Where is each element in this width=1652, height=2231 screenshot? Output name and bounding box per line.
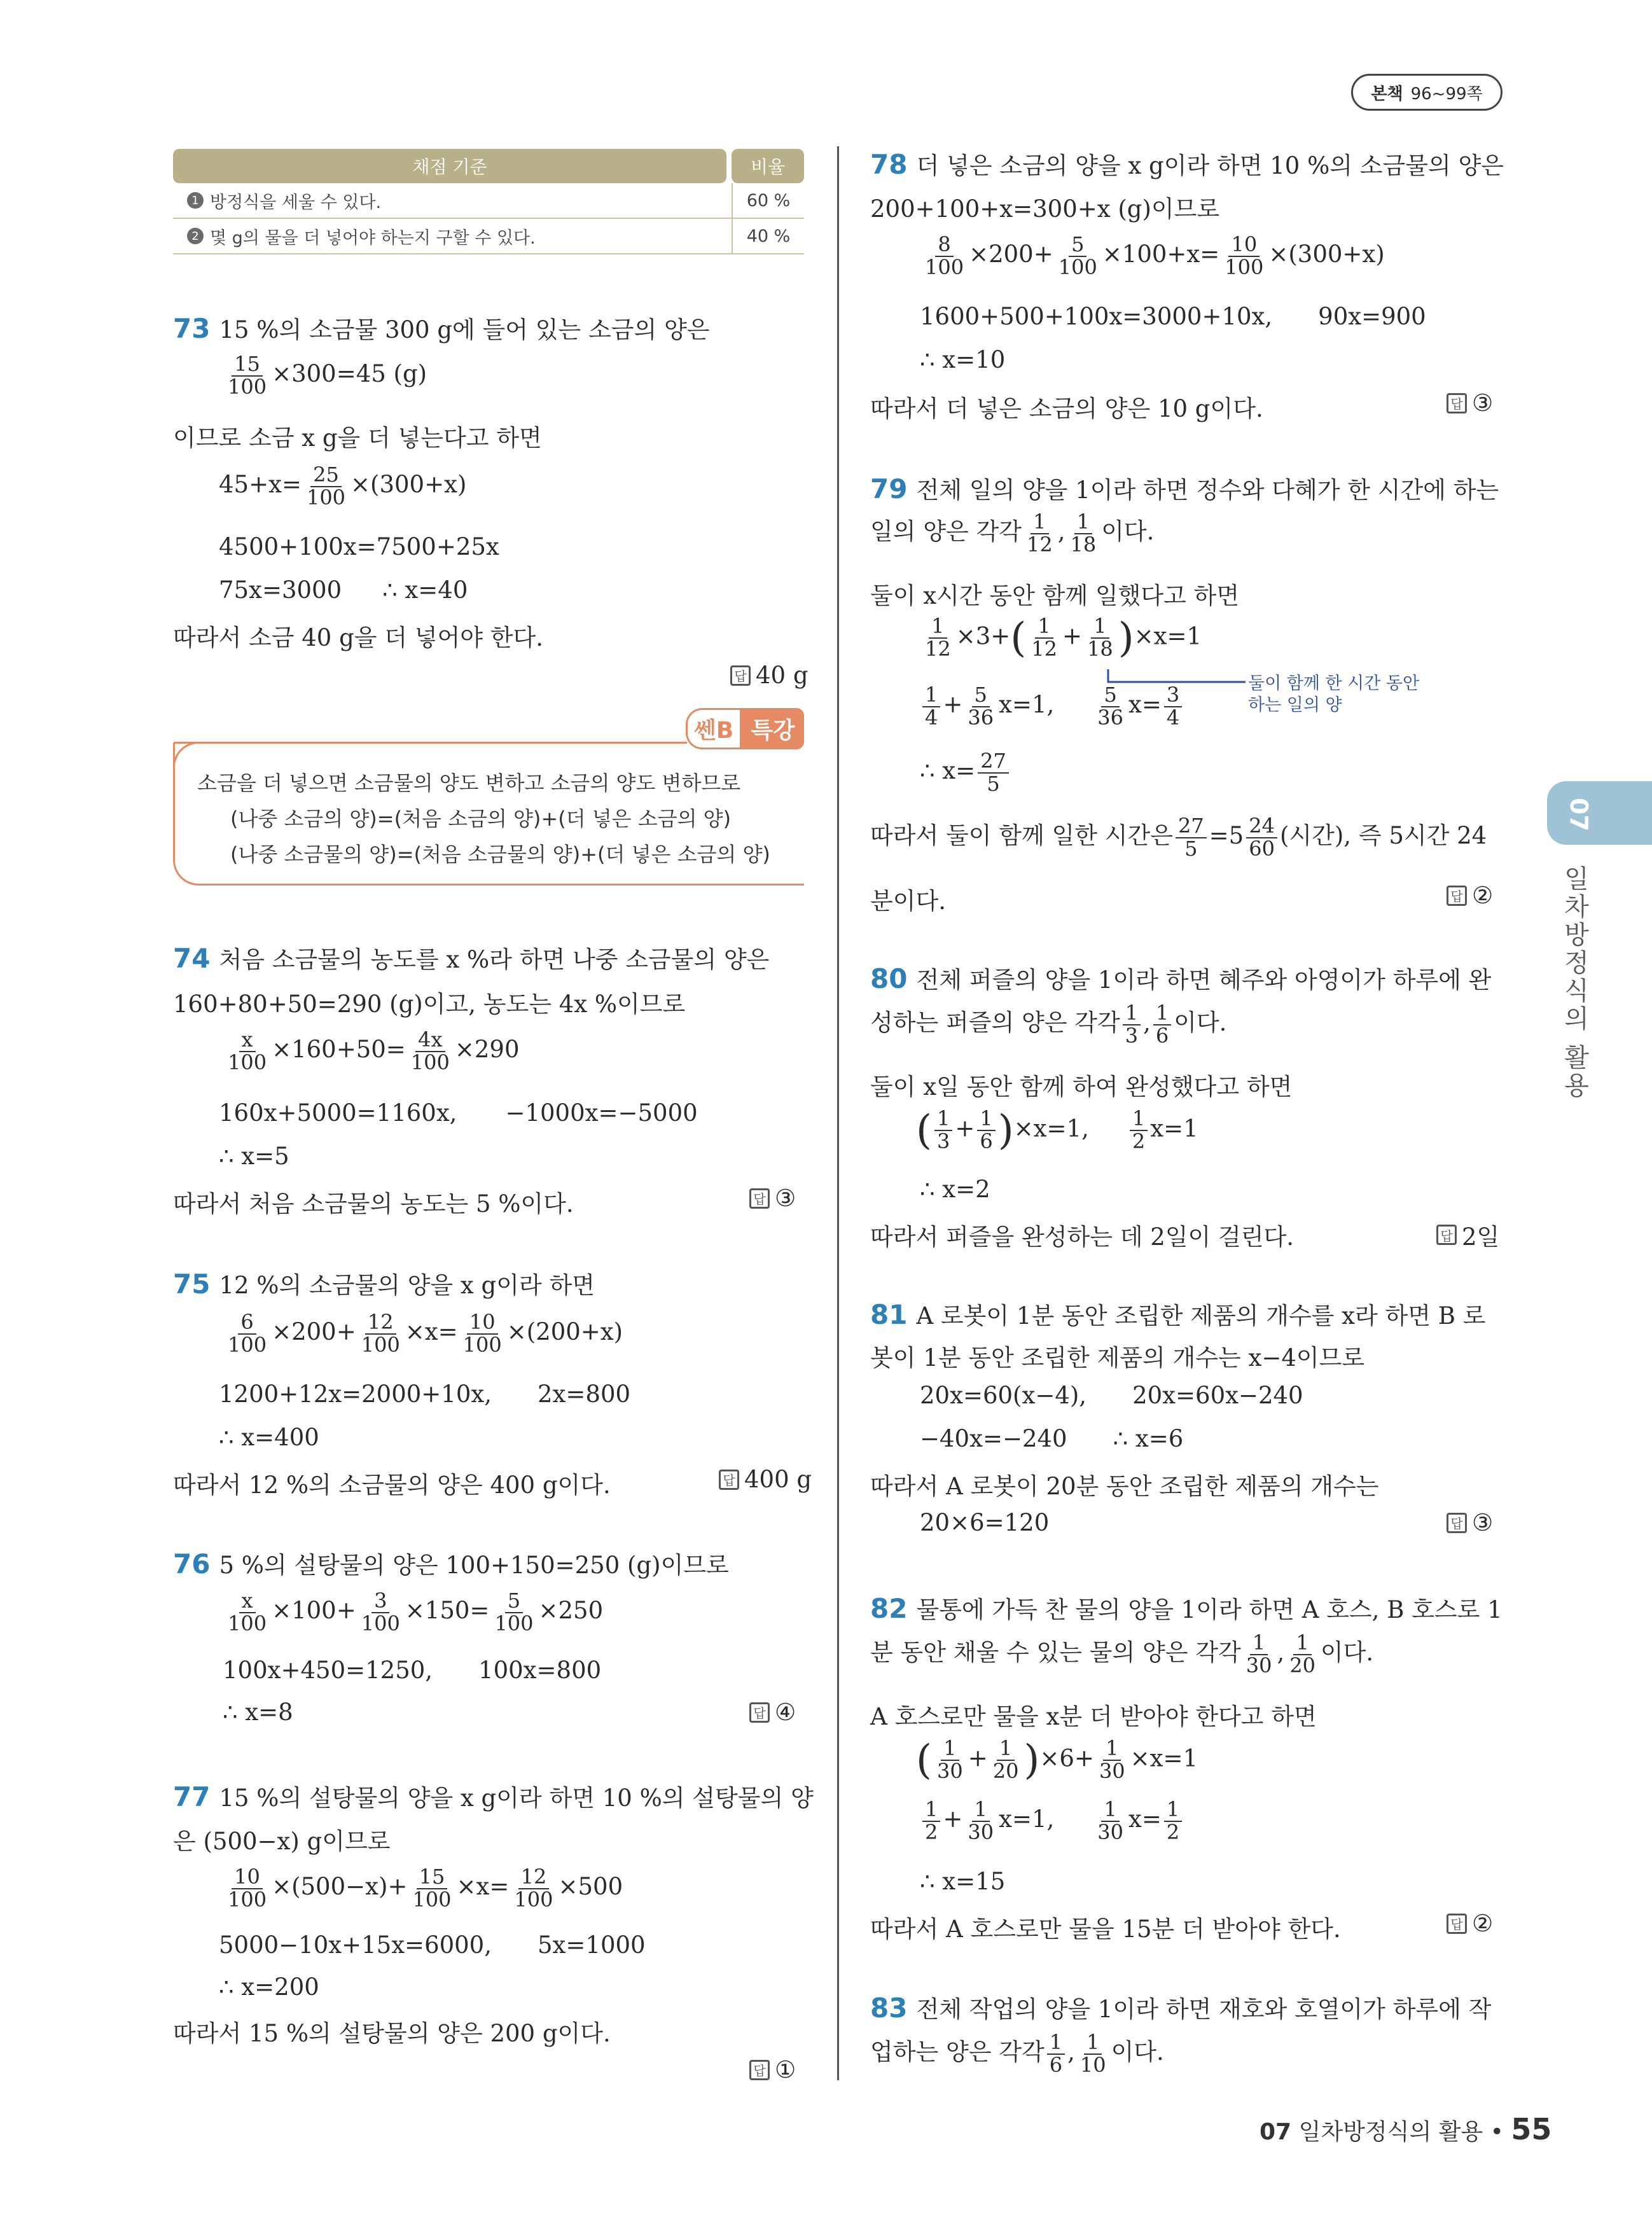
problem-text: 따라서 15 %의 설탕물의 양은 200 g이다. [173, 2020, 611, 2047]
equation: $\frac{15}{100}$ ×300=45 (g) [228, 352, 427, 399]
problem-text: 따라서 A 로봇이 20분 동안 조립한 제품의 개수는 [870, 1473, 1379, 1500]
answer: 답 ③ [1447, 389, 1493, 417]
equation: 1600+500+100x=3000+10x, 90x=900 [920, 303, 1426, 330]
tip-text: (나중 소금의 양)=(처음 소금의 양)+(더 넣은 소금의 양) [230, 807, 732, 831]
problem-text: 15 %의 설탕물의 양을 x g이라 하면 10 %의 설탕물의 양 [219, 1784, 814, 1812]
answer-icon: 답 [730, 665, 751, 686]
problem-text: 5 %의 설탕물의 양은 100+150=250 (g)이므로 [219, 1552, 729, 1579]
problem-number: 79 [870, 473, 908, 504]
equation: ( $\frac{1}{3}$ + $\frac{1}{6}$ )×x=1, $\frac{1}{2}$ x=1 [916, 1106, 1198, 1154]
equation: ( $\frac{1}{30}$ + $\frac{1}{20}$ )×6+ $\frac{1}{30}$ ×x=1 [916, 1736, 1198, 1784]
equation: 5000−10x+15x=6000, 5x=1000 [219, 1931, 646, 1959]
problem-text: 은 (500−x) g이므로 [173, 1828, 391, 1855]
tip-text: (나중 소금물의 양)=(처음 소금물의 양)+(더 넣은 소금의 양) [230, 842, 770, 866]
step-number-badge: 1 [187, 192, 204, 209]
equation: 75x=3000 ∴ x=40 [219, 576, 468, 604]
answer-icon: 답 [1447, 393, 1467, 414]
problem-number: 83 [870, 1992, 908, 2024]
equation: ∴ x=15 [920, 1868, 1006, 1895]
problem-text: 따라서 더 넣은 소금의 양은 10 g이다. [870, 395, 1263, 422]
problem-number: 76 [173, 1548, 211, 1580]
chapter-tab-title: 일차방정식의 활용 [1560, 865, 1589, 1100]
answer-icon: 답 [1447, 1914, 1467, 1934]
equation: ∴ x= $\frac{27}{5}$ [920, 751, 1011, 795]
grading-criterion: 몇 g의 물을 더 넣어야 하는지 구할 수 있다. [210, 228, 536, 248]
problem-text: 처음 소금물의 농도를 x %라 하면 나중 소금물의 양은 [219, 946, 770, 973]
grading-header-ratio: 비율 [732, 149, 804, 183]
problem-number: 78 [870, 149, 908, 180]
tip-badge-label: 쎈B [686, 708, 742, 749]
equation: $\frac{10}{100}$ ×(500−x)+ $\frac{15}{100}$ ×x= $\frac{12}{100}$ ×500 [228, 1865, 623, 1912]
grading-criterion: 방정식을 세울 수 있다. [210, 192, 382, 212]
tip-badge-special: 특강 [742, 708, 804, 749]
problem-text: 분이다. [870, 887, 946, 915]
problem-text: A 호스로만 물을 x분 더 받아야 한다고 하면 [870, 1703, 1317, 1730]
problem-number: 80 [870, 963, 908, 994]
answer: 답 ③ [749, 1185, 796, 1212]
grading-table [173, 149, 804, 254]
answer-icon: 답 [1436, 1225, 1457, 1245]
problem-number: 74 [173, 943, 211, 974]
grading-ratio: 60 % [732, 183, 804, 218]
annotation: 둘이 함께 한 시간 동안 하는 일의 양 [1248, 674, 1420, 715]
answer: 답 ② [1447, 882, 1493, 909]
equation: $\frac{8}{100}$ ×200+ $\frac{5}{100}$ ×100+x= $\frac{10}{100}$ ×(300+x) [925, 232, 1385, 279]
tip-box-border [173, 742, 687, 744]
problem-text: 성하는 퍼즐의 양은 각각 $\frac{1}{3}$ , $\frac{1}{6}$ 이다. [870, 1001, 1227, 1048]
footer-chapter: 07 [1260, 2119, 1292, 2145]
problem-text: 전체 작업의 양을 1이라 하면 재호와 호열이가 하루에 작 [916, 1996, 1492, 2023]
problem-text: 둘이 x시간 동안 함께 일했다고 하면 [870, 582, 1240, 609]
ref-pages: 96~99쪽 [1410, 84, 1483, 104]
answer-icon: 답 [1447, 886, 1467, 906]
equation: ∴ x=8 [223, 1699, 293, 1726]
problem-text: 봇이 1분 동안 조립한 제품의 개수는 x−4이므로 [870, 1344, 1365, 1372]
equation: 100x+450=1250, 100x=800 [223, 1657, 602, 1684]
grading-table-header [173, 149, 804, 183]
answer-icon: 답 [719, 1470, 739, 1490]
answer: 답 40 g [730, 662, 809, 689]
ref-label: 본책 [1371, 84, 1403, 104]
equation: 45+x= $\frac{25}{100}$ ×(300+x) [219, 462, 467, 510]
chapter-tab [1547, 781, 1652, 845]
problem-text: 따라서 소금 40 g을 더 넣어야 한다. [173, 624, 543, 651]
equation: ∴ x=2 [920, 1176, 990, 1203]
tip-text: 소금을 더 넣으면 소금물의 양도 변하고 소금의 양도 변하므로 [197, 771, 741, 795]
problem-number: 75 [173, 1268, 211, 1300]
equation: $\frac{1}{4}$ + $\frac{5}{36}$ x=1, $\frac{5}{36}$ x= $\frac{3}{4}$ [920, 685, 1184, 728]
problem-text: 업하는 양은 각각 $\frac{1}{6}$ , $\frac{1}{10}$ 이다. [870, 2030, 1164, 2077]
problem-text: A 로봇이 1분 동안 조립한 제품의 개수를 x라 하면 B 로 [916, 1302, 1486, 1330]
problem-text: 더 넣은 소금의 양을 x g이라 하면 10 %의 소금물의 양은 [916, 152, 1504, 179]
grading-ratio: 40 % [732, 219, 804, 253]
equation: 160x+5000=1160x, −1000x=−5000 [219, 1099, 698, 1127]
grading-row [173, 183, 804, 219]
answer-icon: 답 [749, 1702, 770, 1723]
problem-text: 따라서 퍼즐을 완성하는 데 2일이 걸린다. [870, 1223, 1294, 1251]
problem-text: 이므로 소금 x g을 더 넣는다고 하면 [173, 424, 542, 452]
equation: 4500+100x=7500+25x [219, 533, 499, 560]
grading-row [173, 219, 804, 254]
step-number-badge: 2 [187, 228, 204, 244]
problem-text: 일의 양은 각각 $\frac{1}{12}$ , $\frac{1}{18}$ 이다. [870, 510, 1155, 557]
answer: 답 ③ [1447, 1509, 1493, 1536]
problem-number: 77 [173, 1781, 211, 1812]
problem-text: 15 %의 소금물 300 g에 들어 있는 소금의 양은 [219, 316, 710, 344]
problem-number: 73 [173, 313, 211, 344]
tip-badge [686, 711, 804, 746]
answer: 답 2일 [1436, 1218, 1499, 1252]
chapter-tab-number: 07 [1565, 798, 1593, 831]
answer-icon: 답 [749, 1188, 770, 1209]
column-divider [837, 146, 839, 2080]
answer-icon: 답 [1447, 1513, 1467, 1533]
problem-text: 따라서 둘이 함께 일한 시간은 $\frac{27}{5}$ =5 $\frac{24}{60}$ (시간), 즉 5시간 24 [870, 814, 1487, 861]
answer-icon: 답 [749, 2060, 770, 2080]
problem-text: 12 %의 소금물의 양을 x g이라 하면 [219, 1272, 595, 1299]
problem-text: 분 동안 채울 수 있는 물의 양은 각각 $\frac{1}{30}$ , $\frac{1}{20}$ 이다. [870, 1630, 1374, 1678]
equation: ∴ x=5 [219, 1143, 289, 1170]
answer: 답 400 g [719, 1466, 812, 1493]
footer-title: 일차방정식의 활용 [1298, 2119, 1483, 2145]
equation: ∴ x=400 [219, 1424, 319, 1451]
problem-text: 200+100+x=300+x (g)이므로 [870, 195, 1220, 223]
problem-text: 따라서 처음 소금물의 농도는 5 %이다. [173, 1190, 574, 1218]
page-footer [1260, 2112, 1551, 2146]
equation: 20×6=120 [920, 1509, 1050, 1536]
footer-bullet: • [1490, 2119, 1504, 2145]
equation: ∴ x=10 [920, 346, 1006, 373]
equation: −40x=−240 ∴ x=6 [920, 1425, 1184, 1452]
problem-text: 160+80+50=290 (g)이고, 농도는 4x %이므로 [173, 990, 686, 1018]
equation: $\frac{x}{100}$ ×100+ $\frac{3}{100}$ ×150= $\frac{5}{100}$ ×250 [228, 1588, 604, 1636]
problem-number: 81 [870, 1299, 908, 1330]
problem-text: 전체 일의 양을 1이라 하면 정수와 다혜가 한 시간에 하는 [916, 476, 1499, 504]
equation: $\frac{x}{100}$ ×160+50= $\frac{4x}{100}$ ×290 [228, 1027, 520, 1074]
answer: 답 ② [1447, 1910, 1493, 1937]
equation: $\frac{6}{100}$ ×200+ $\frac{12}{100}$ ×x= $\frac{10}{100}$ ×(200+x) [228, 1310, 623, 1357]
equation: $\frac{1}{12}$ ×3+( $\frac{1}{12}$ + $\frac{1}{18}$ )×x=1 [925, 614, 1202, 662]
problem-text: 따라서 12 %의 소금물의 양은 400 g이다. [173, 1471, 611, 1499]
equation: ∴ x=200 [219, 1973, 319, 2001]
equation: 1200+12x=2000+10x, 2x=800 [219, 1380, 631, 1408]
problem-number: 82 [870, 1593, 908, 1624]
page-reference [1351, 74, 1503, 111]
answer: 답 ④ [749, 1699, 796, 1726]
answer: 답 ① [749, 2056, 796, 2083]
equation: $\frac{1}{2}$ + $\frac{1}{30}$ x=1, $\frac{1}{30}$ x= $\frac{1}{2}$ [920, 1799, 1184, 1843]
page-number: 55 [1511, 2112, 1552, 2146]
problem-text: 따라서 A 호스로만 물을 15분 더 받아야 한다. [870, 1915, 1341, 1943]
problem-text: 물통에 가득 찬 물의 양을 1이라 하면 A 호스, B 호스로 1 [916, 1596, 1503, 1623]
grading-header-criteria: 채점 기준 [173, 149, 726, 183]
problem-text: 둘이 x일 동안 함께 하여 완성했다고 하면 [870, 1073, 1293, 1101]
equation: 20x=60(x−4), 20x=60x−240 [920, 1382, 1303, 1409]
problem-text: 전체 퍼즐의 양을 1이라 하면 혜주와 아영이가 하루에 완 [916, 966, 1492, 994]
